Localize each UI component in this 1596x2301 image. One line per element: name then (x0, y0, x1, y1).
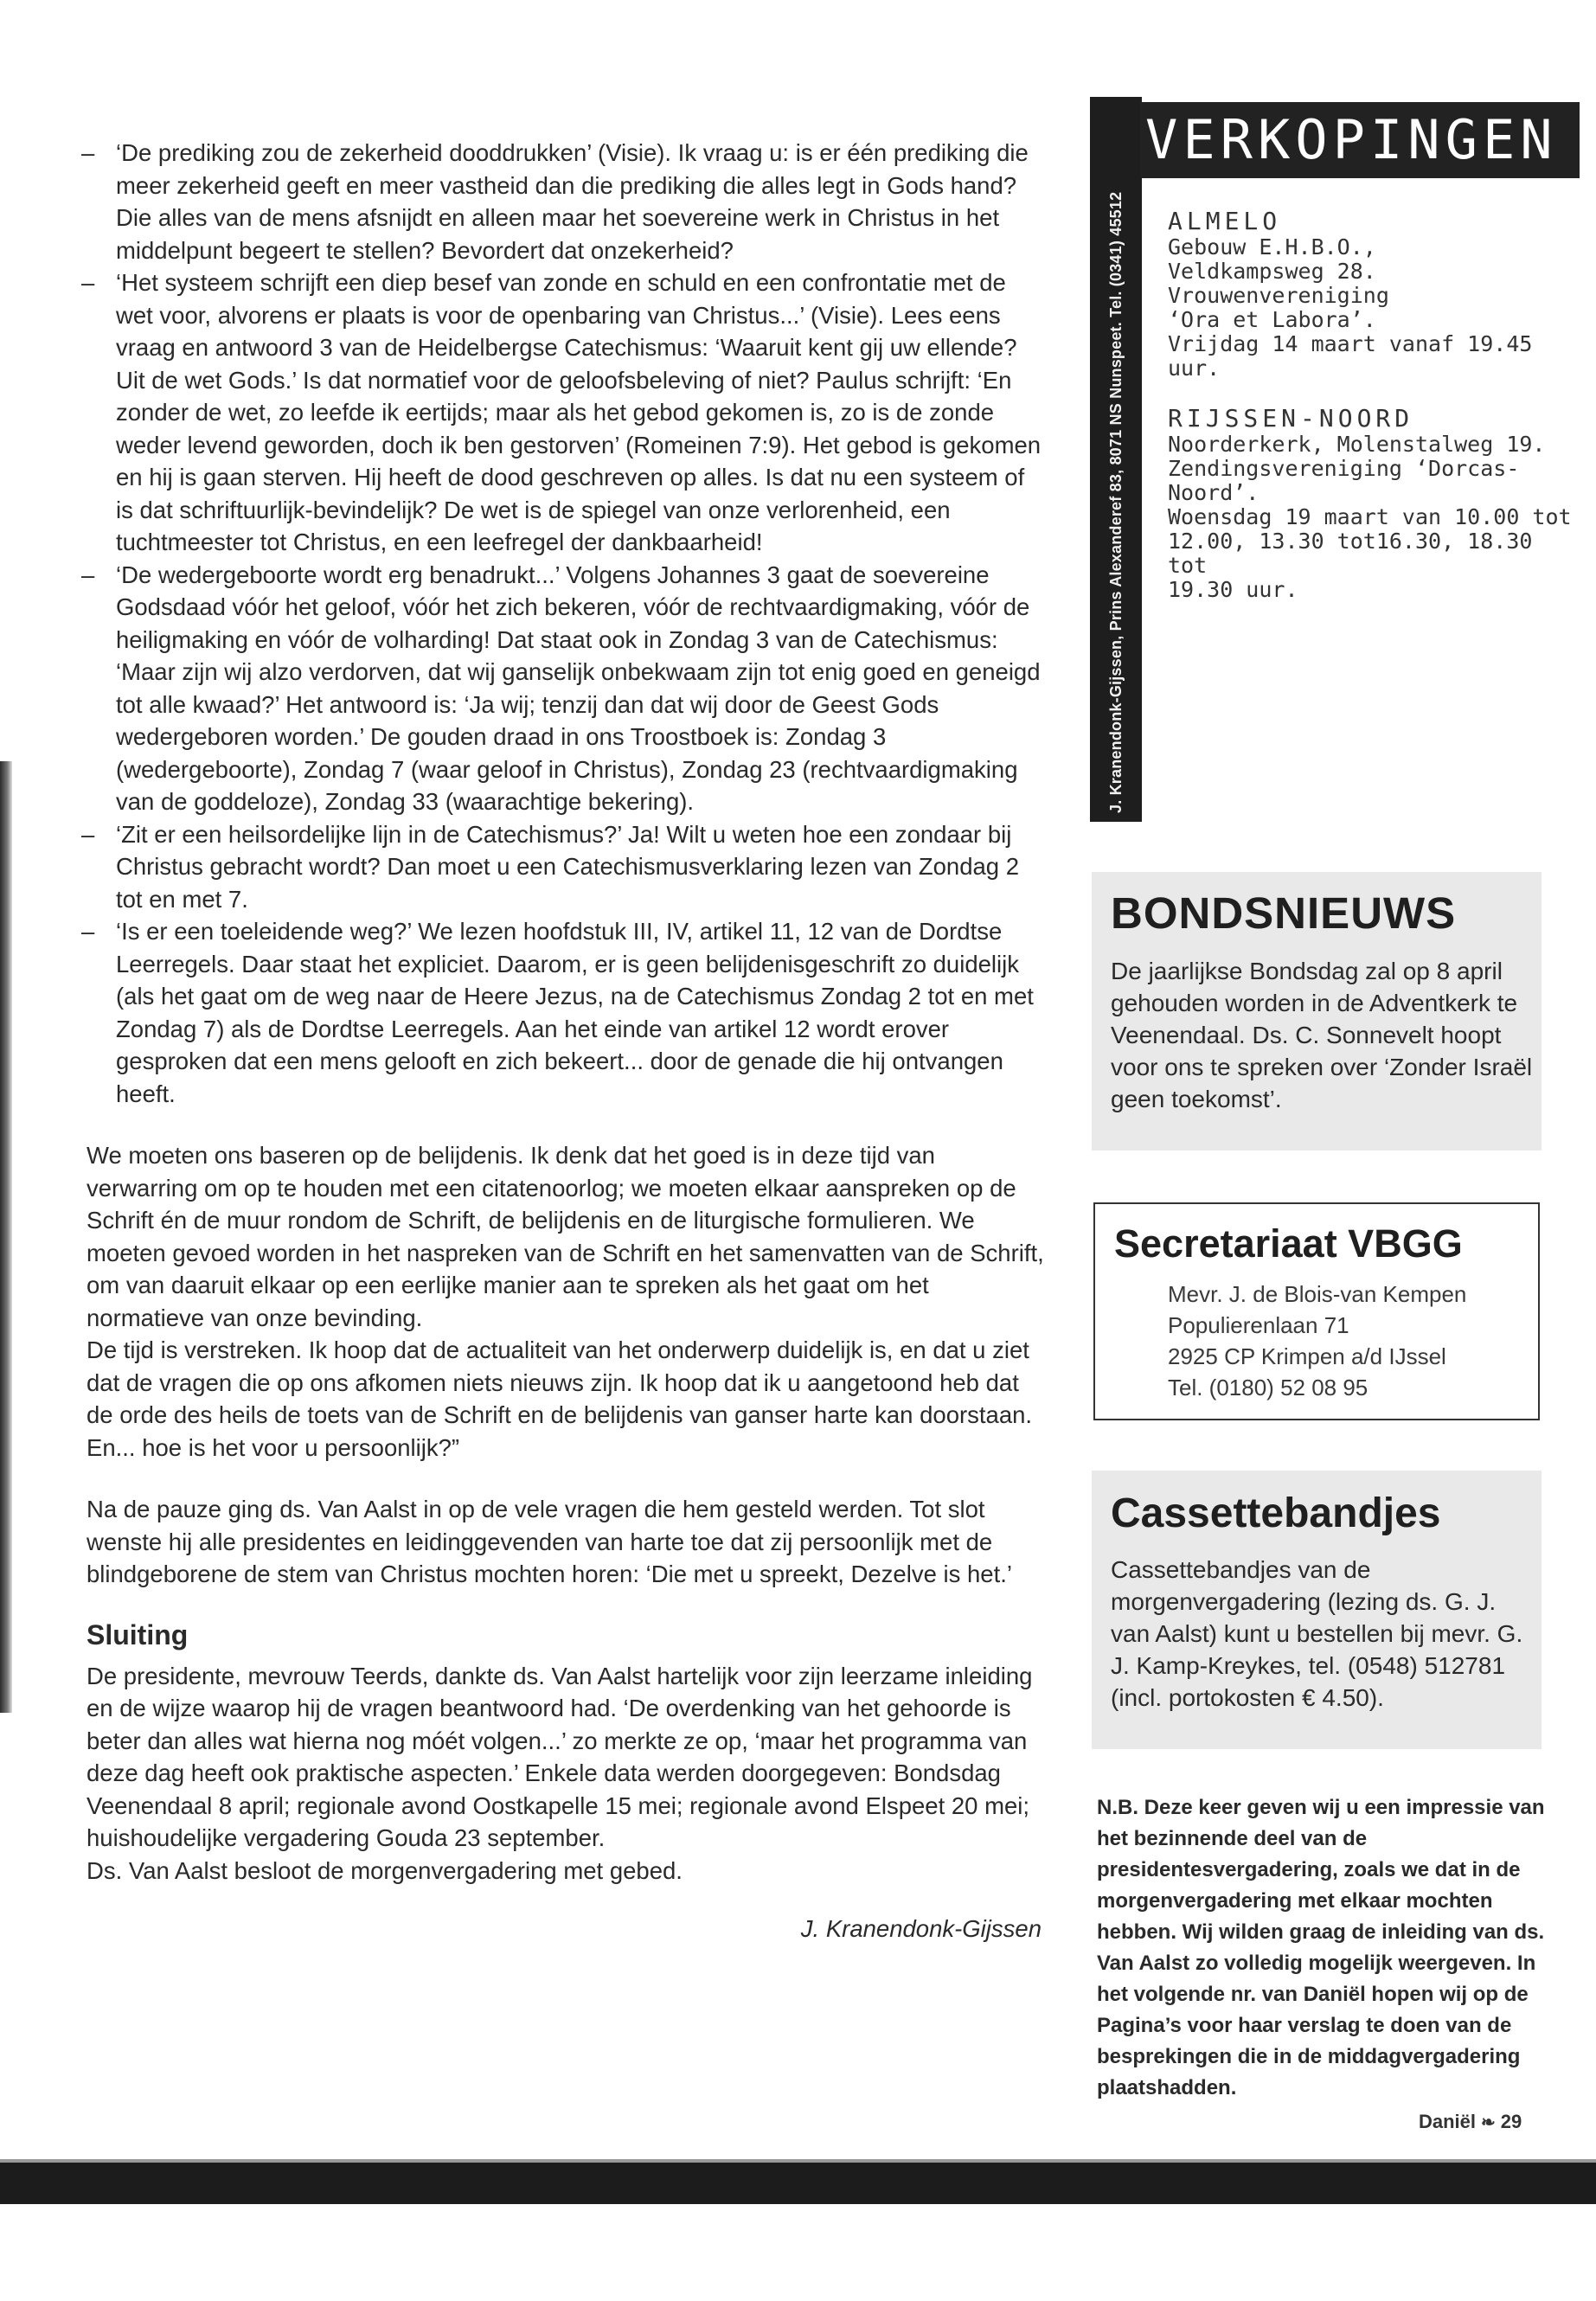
page-fold-shadow (0, 761, 12, 1713)
bullet-dash: – (81, 139, 95, 166)
verkopingen-list (1168, 209, 1583, 628)
bullet-dash: – (81, 269, 95, 296)
bottom-edge-bar (0, 2163, 1596, 2204)
section-heading-sluiting: Sluiting (87, 1618, 189, 1650)
article-bullet-4: – ‘Zit er een heilsordelijke lijn in de Catechismus?’ Ja! Wilt u weten hoe een zondaar bij Christus gebracht wordt? Dan moet u een Catechismusverklaring lezen van Zondag 2 tot en met 7. (87, 818, 1047, 916)
verkoping-line: Vrouwenvereniging (1168, 283, 1389, 308)
page-number: 29 (1500, 2111, 1522, 2132)
bullet-dash: – (81, 561, 95, 588)
verkoping-line: 19.30 uur. (1168, 577, 1298, 602)
verkoping-line: Woensdag 19 maart van 10.00 tot (1168, 504, 1572, 529)
vertical-address-text: J. Kranendonk-Gijssen, Prins Alexanderef 83, 8071 NS Nunspeet. Tel. (0341) 45512 (1107, 191, 1125, 813)
verkopingen-title: VERKOPINGEN (1140, 102, 1580, 178)
secretariaat-address (1168, 1279, 1531, 1403)
secretariaat-line: Mevr. J. de Blois-van Kempen (1168, 1281, 1467, 1307)
article-bullet-3: – ‘De wedergeboorte wordt erg benadrukt...’ Volgens Johannes 3 gaat de soevereine Godsdaad vóór het geloof, vóór het zich bekeren, vóór de rechtvaardigmaking, vóór de heiligmaking en vóór de volharding! Dat staat ook in Zondag 3 van de Catechismus: ‘Maar zijn wij alzo verdorven, dat wij ganselijk onbekwaam zijn tot enig goed en geneigd tot alle kwaad?’ Het antwoord is: ‘Ja wij; tenzij dan dat wij door de Geest Gods wedergeboren worden.’ De gouden draad in ons Troostboek is: Zondag 3 (wedergeboorte), Zondag 7 (waar geloof in Christus), Zondag 23 (rechtvaardigmaking van de goddeloze), Zondag 33 (waarachtige bekering). (87, 559, 1047, 818)
secretariaat-line: 2925 CP Krimpen a/d IJssel (1168, 1343, 1446, 1369)
article-column (81, 137, 1047, 1945)
bondsnieuws-body: De jaarlijkse Bondsdag zal op 8 april gehouden worden in de Adventkerk te Veenendaal. Ds. C. Sonnevelt hoopt voor ons te spreken over ‘Zonder Israël geen toekomst’. (1111, 958, 1533, 1112)
article-paragraph-presidente: De presidente, mevrouw Teerds, dankte ds. Van Aalst hartelijk voor zijn leerzame inleiding en de wijze waarop hij de vragen beantwoord had. ‘De overdenking van het gehoorde is beter dan alles wat hierna nog móét volgen...’ zo merkte ze op, ‘maar het programma van deze dag heeft ook praktische aspecten.’ Enkele data werden doorgegeven: Bondsdag Veenendaal 8 april; regionale avond Oostkapelle 15 mei; regionale avond Elspeet 20 mei; huishoudelijke vergadering Gouda 23 september. (87, 1662, 1033, 1851)
bondsnieuws-title: BONDSNIEUWS (1111, 888, 1457, 938)
nb-note: N.B. Deze keer geven wij u een impressie van het bezinnende deel van de presidentesvergadering, zoals we dat in de morgenvergadering met elkaar mochten hebben. Wij wilden graag de inleiding van ds. Van Aalst zo volledig mogelijk weergeven. In het volgende nr. van Daniël hopen wij op de Pagina’s voor haar verslag te doen van de besprekingen die in de middagvergadering plaatshadden. (1097, 1796, 1545, 2099)
magazine-name: Daniël (1419, 2111, 1477, 2132)
cassettebandjes-title: Cassettebandjes (1111, 1490, 1441, 1536)
verkoping-line: Gebouw E.H.B.O., (1168, 234, 1376, 260)
article-paragraph-pauze: Na de pauze ging ds. Van Aalst in op de vele vragen die hem gesteld werden. Tot slot wenste hij alle presidentes en leidinggevenden van harte toe dat zij persoonlijk met de blindgeborene de stem van Christus mochten horen: ‘Die met u spreekt, Dezelve is het.’ (87, 1496, 1012, 1587)
article-bullet-1: – ‘De prediking zou de zekerheid dooddrukken’ (Visie). Ik vraag u: is er één prediking die meer zekerheid geeft en meer vastheid dan die prediking die alles legt in Gods hand? Die alles van de mens afsnijdt en alleen maar het soevereine werk in Christus in het middelpunt begeert te stellen? Bevordert dat onzekerheid? (87, 137, 1047, 266)
article-paragraph-gebed: Ds. Van Aalst besloot de morgenvergadering met gebed. (87, 1856, 683, 1884)
article-author: J. Kranendonk-Gijssen (800, 1915, 1042, 1942)
bullet-dash: – (81, 918, 95, 945)
verkoping-line: ‘Ora et Labora’. (1168, 307, 1376, 332)
verkoping-line: 12.00, 13.30 tot16.30, 18.30 tot (1168, 529, 1533, 578)
verkoping-line: Noord’. (1168, 480, 1259, 505)
verkoping-place: RIJSSEN-NOORD (1168, 404, 1414, 433)
verkoping-rijssen-noord (1168, 404, 1583, 602)
secretariaat-title: Secretariaat VBGG (1114, 1221, 1463, 1266)
secretariaat-line: Populierenlaan 71 (1168, 1312, 1349, 1338)
cassettebandjes-body: Cassettebandjes van de morgenvergadering (lezing ds. G. J. van Aalst) kunt u bestellen bij mevr. G. J. Kamp-Kreykes, tel. (0548) 512781 (incl. portokosten € 4.50). (1111, 1556, 1523, 1711)
page-footer (1419, 2111, 1522, 2133)
secretariaat-line: Tel. (0180) 52 08 95 (1168, 1375, 1368, 1400)
article-bullet-2: – ‘Het systeem schrijft een diep besef van zonde en schuld en een confrontatie met de wet voor, alvorens er plaats is voor de openbaring van Christus...’ (Visie). Lees eens vraag en antwoord 3 van de Heidelbergse Catechismus: ‘Waaruit kent gij uw ellende? Uit de wet Gods.’ Is dat normatief voor de geloofsbeleving of niet? Paulus schrijft: ‘En zonder de wet, zo leefde ik eertijds; maar als het gebod gekomen is, zo is de zonde weder levend geworden, doch ik ben gestorven’ (Romeinen 7:9). Het gebod is gekomen en hij is gaan sterven. Hij heeft de dood geschreven op alles. Is dat nu een systeem of is dat schriftuurlijk-bevindelijk? De wet is de spiegel van onze verlorenheid, een tuchtmeester tot Christus, en een leefregel der dankbaarheid! (87, 266, 1047, 559)
bondsnieuws-box (1092, 872, 1542, 1150)
ornament-icon: ❧ (1481, 2113, 1496, 2132)
article-paragraph-belijdenis: We moeten ons baseren op de belijdenis. Ik denk dat het goed is in deze tijd van verwarring om op te houden met een citatenoorlog; we moeten elkaar aanspreken op de Schrift én de muur rondom de Schrift, de belijdenis en de liturgische formulieren. We moeten gevoed worden in het naspreken van de Schrift en het samenvatten van de Schrift, om van daaruit elkaar op een eerlijke manier aan te spreken als het gaat om het normatieve van onze bevinding. (87, 1142, 1044, 1331)
verkoping-line: Veldkampsweg 28. (1168, 259, 1376, 284)
verkoping-place: ALMELO (1168, 207, 1282, 235)
verkoping-line: Vrijdag 14 maart vanaf 19.45 uur. (1168, 331, 1533, 381)
secretariaat-box (1093, 1202, 1540, 1420)
cassettebandjes-box (1092, 1471, 1542, 1749)
article-paragraph-tijd: De tijd is verstreken. Ik hoop dat de actualiteit van het onderwerp duidelijk is, en dat u ziet dat de vragen die op ons afkomen niets nieuws zijn. Ik hoop dat ik u aangetoond heb dat de orde des heils de toets van de Schrift en de belijdenis van ganser harte kan doorstaan. En... hoe is het voor u persoonlijk?” (87, 1336, 1033, 1461)
verkoping-line: Noorderkerk, Molenstalweg 19. (1168, 432, 1546, 457)
verkoping-almelo (1168, 209, 1583, 381)
article-bullet-5: – ‘Is er een toeleidende weg?’ We lezen hoofdstuk III, IV, artikel 11, 12 van de Dordtse Leerregels. Daar staat het expliciet. Daarom, er is geen belijdenisgeschrift zo duidelijk (als het gaat om de weg naar de Heere Jezus, na de Catechismus Zondag 2 tot en met Zondag 7) als de Dordtse Leerregels. Aan het einde van artikel 12 wordt erover gesproken dat een mens gelooft en zich bekeert... door de genade die hij ontvangen heeft. (87, 915, 1047, 1110)
bullet-dash: – (81, 820, 95, 848)
verkoping-line: Zendingsvereniging ‘Dorcas- (1168, 456, 1520, 481)
